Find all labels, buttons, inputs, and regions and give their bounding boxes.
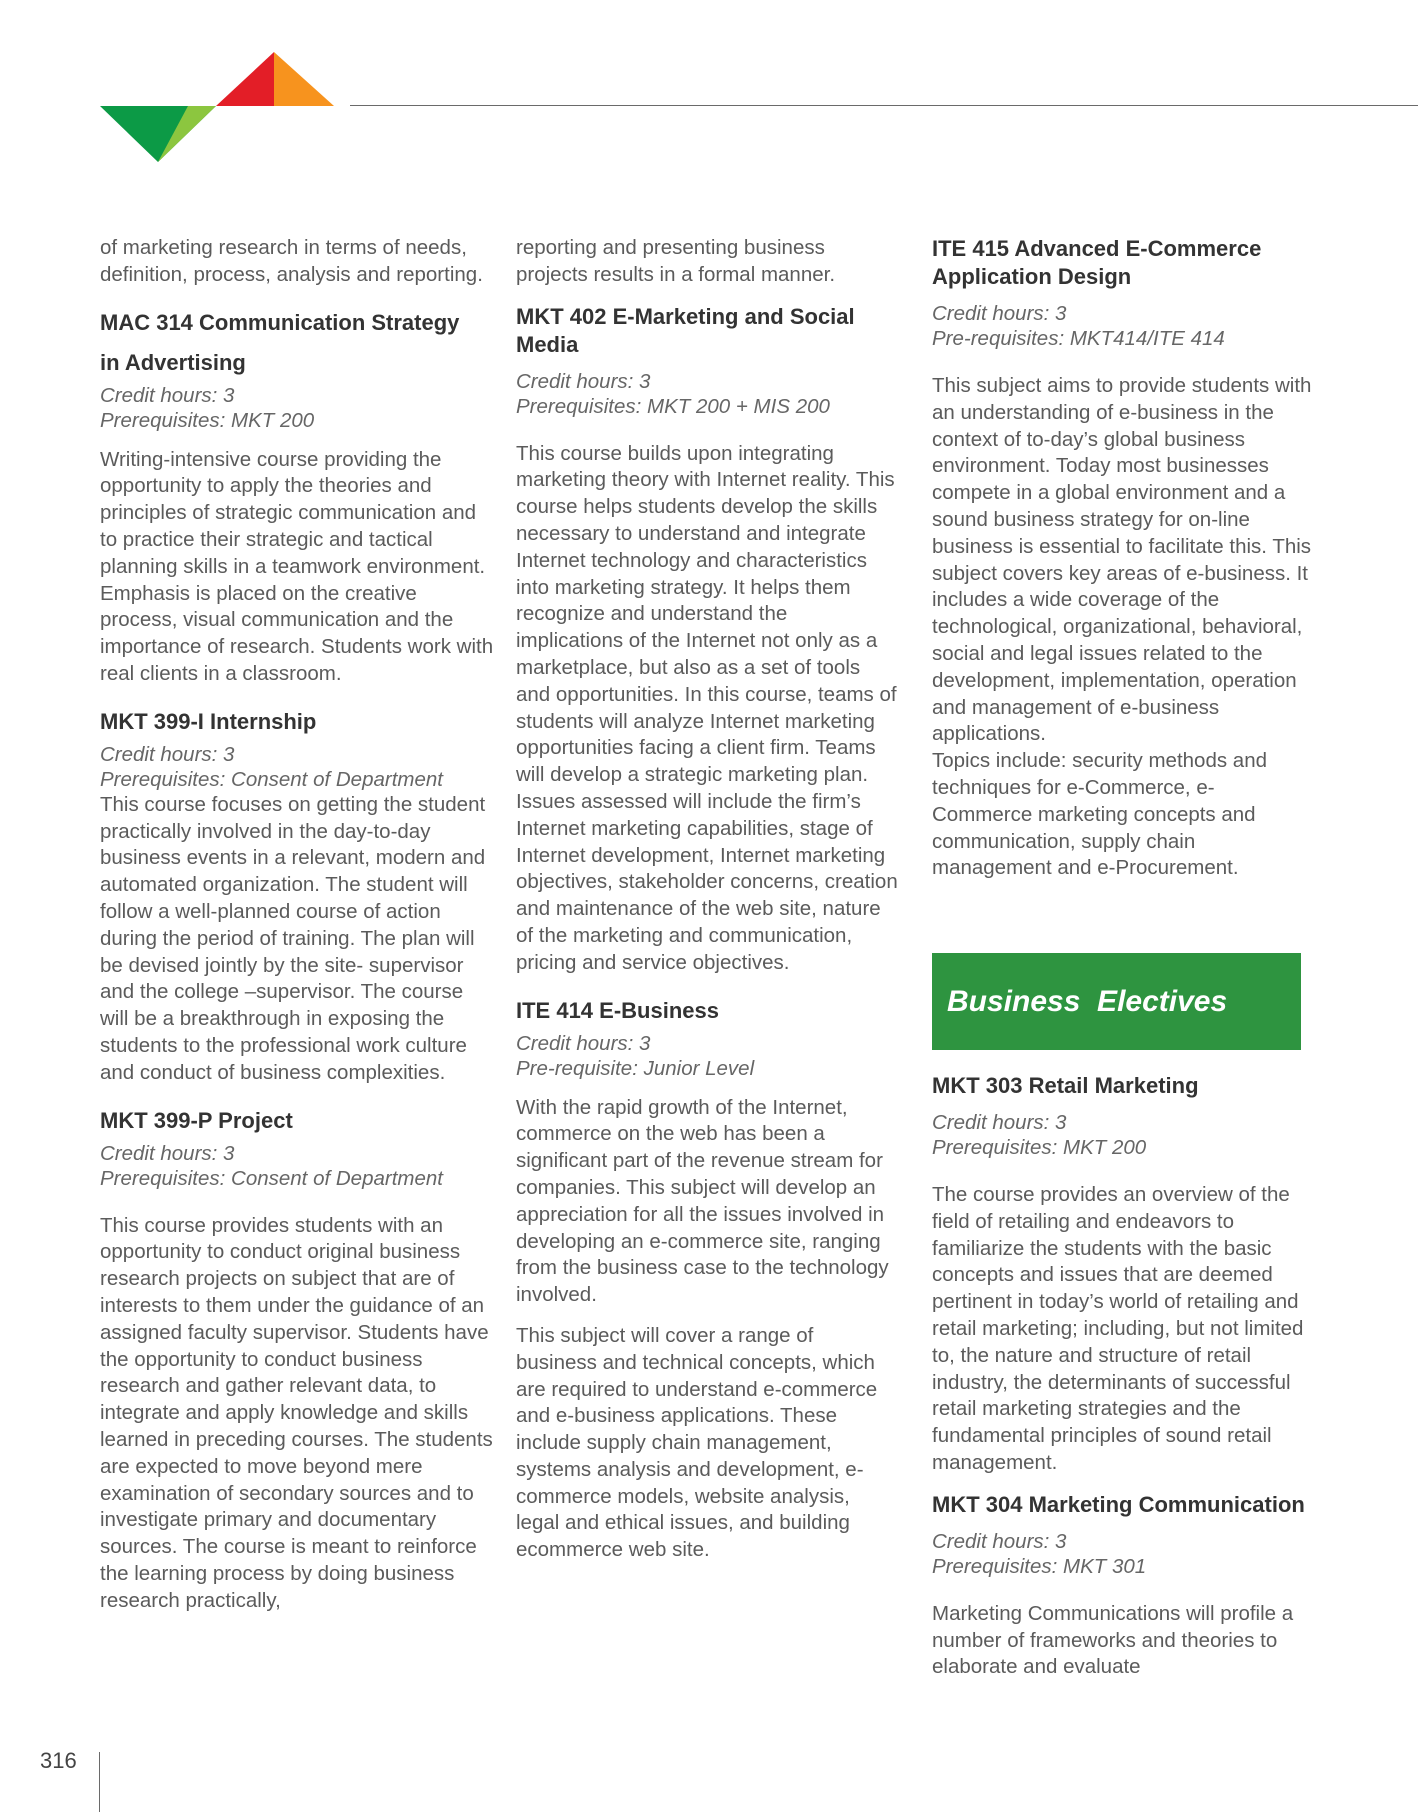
course-ite415 [932, 235, 1312, 882]
course-mkt304 [932, 1491, 1312, 1681]
course-mkt399i [100, 702, 495, 1087]
banner-title: Business Electives [947, 984, 1228, 1018]
course-title-continued: in Advertising [100, 349, 246, 375]
course-description: The course provides an overview of the field of retailing and endeavors to familiarize the students with the basic concepts and issues that are deemed pertinent in today’s world of retailing and retail marketing; including, but not limited to, the nature and structure of retail industry, the determinants of successful retail marketing strategies and the fundamental principles of sound retail management. [932, 1183, 1304, 1474]
header-rule [350, 105, 1418, 106]
prerequisites: Prerequisites: MKT 301 [932, 1554, 1147, 1578]
credit-hours: Credit hours: 3 [516, 1031, 651, 1055]
course-mkt402 [516, 303, 898, 977]
credit-hours: Credit hours: 3 [100, 742, 235, 766]
course-description: This course provides students with an opportunity to conduct original business research projects on subject that are of interests to them under the guidance of an assigned faculty supervisor. Students have the opportunity to conduct business research and gather relevant data, to integrate and apply knowledge and skills learned in preceding courses. The students are expected to move beyond mere examination of secondary sources and to investigate primary and documentary sources. The course is meant to reinforce the learning process by doing business research practically, [100, 1213, 493, 1612]
credit-hours: Credit hours: 3 [100, 383, 235, 407]
column-3 [932, 235, 1312, 882]
footer-rule [99, 1752, 100, 1812]
course-title: MKT 399-I Internship [100, 708, 317, 734]
course-title: MAC 314 Communication Strategy [100, 309, 460, 335]
course-title: MKT 399-P Project [100, 1107, 293, 1133]
prerequisites: Prerequisites: Consent of Department [100, 1166, 443, 1190]
course-title: ITE 415 Advanced E-Commerce Application Design [932, 236, 1262, 289]
course-description-continued: This subject will cover a range of business and technical concepts, which are required to understand e-commerce and e-business applications. These include supply chain management, systems analysis and development, e-commerce models, website analysis, legal and ethical issues, and building ecommerce web site. [516, 1323, 878, 1562]
course-title: MKT 304 Marketing Communication [932, 1491, 1305, 1517]
triangles-logo [0, 0, 340, 170]
logo-orange-triangle [274, 52, 334, 106]
intro-text: reporting and presenting business projects results in a formal manner. [516, 236, 836, 286]
course-title: ITE 414 E-Business [516, 997, 719, 1023]
course-description: This course builds upon integrating marketing theory with Internet reality. This course helps students develop the skills necessary to understand and integrate Internet technology and characteristics into marketing strategy. It helps them recognize and understand the implications of the Internet not only as a marketplace, but also as a set of tools and opportunities. In this course, teams of students will analyze Internet marketing opportunities facing a client firm. Teams will develop a strategic marketing plan. Issues assessed will include the firm’s Internet marketing capabilities, stage of Internet development, Internet marketing objectives, stakeholder concerns, creation and maintenance of the web site, nature of the marketing and communication, pricing and service objectives. [516, 441, 898, 974]
prerequisites: Pre-requisite: Junior Level [516, 1056, 755, 1080]
page-number: 316 [40, 1748, 77, 1773]
intro-text: of marketing research in terms of needs, definition, process, analysis and reporting. [100, 236, 483, 286]
course-mkt303 [932, 1072, 1312, 1477]
prerequisites: Prerequisites: MKT 200 + MIS 200 [516, 394, 830, 418]
course-description-continued: Topics include: security methods and techniques for e-Commerce, e-Commerce marketing concepts and communication, supply chain management and e-Procurement. [932, 749, 1268, 880]
course-description: Marketing Communications will profile a number of frameworks and theories to elaborate and evaluate [932, 1601, 1294, 1679]
credit-hours: Credit hours: 3 [932, 1111, 1067, 1134]
course-description: Writing-intensive course providing the opportunity to apply the theories and principles of strategic communication and to practice their strategic and tactical planning skills in a teamwork environment. Emphasis is placed on the creative process, visual communication and the importance of research. Students work with real clients in a classroom. [100, 447, 494, 685]
prerequisites: Pre-requisites: MKT414/ITE 414 [932, 327, 1225, 350]
course-title: MKT 402 E-Marketing and Social Media [516, 303, 855, 357]
course-description: This course focuses on getting the student practically involved in the day-to-day business events in a relevant, modern and automated organization. The student will follow a well-planned course of action during the period of training. The plan will be devised jointly by the site- supervisor and the college –supervisor. The course will be a breakthrough in exposing the students to the professional work culture and conduct of business complexities. [100, 792, 486, 1084]
course-ite414 [516, 991, 898, 1565]
course-description: With the rapid growth of the Internet, commerce on the web has been a significant part of the revenue stream for companies. This subject will develop an appreciation for all the issues involved in developing an e-commerce site, ranging from the business case to the technology involved. [516, 1095, 889, 1307]
course-mkt399p [100, 1101, 495, 1615]
course-mac314 [100, 303, 495, 688]
business-electives-banner [932, 953, 1301, 1050]
logo-red-triangle [216, 52, 274, 106]
course-title: MKT 303 Retail Marketing [932, 1073, 1199, 1098]
credit-hours: Credit hours: 3 [932, 1529, 1067, 1553]
credit-hours: Credit hours: 3 [932, 302, 1067, 325]
prerequisites: Prerequisites: Consent of Department [100, 767, 443, 791]
prerequisites: Prerequisites: MKT 200 [100, 408, 315, 432]
column-3-lower [932, 1072, 1312, 1681]
course-description: This subject aims to provide students with an understanding of e-business in the context of to-day’s global business environment. Today most businesses compete in a global environment and a sound business strategy for on-line business is essential to facilitate this. This subject covers key areas of e-business. It includes a wide coverage of the technological, organizational, behavioral, social and legal issues related to the development, implementation, operation and management of e-business applications. [932, 374, 1312, 746]
column-1 [100, 235, 495, 1614]
prerequisites: Prerequisites: MKT 200 [932, 1136, 1147, 1159]
credit-hours: Credit hours: 3 [100, 1141, 235, 1165]
column-2 [516, 235, 898, 1564]
credit-hours: Credit hours: 3 [516, 369, 651, 393]
